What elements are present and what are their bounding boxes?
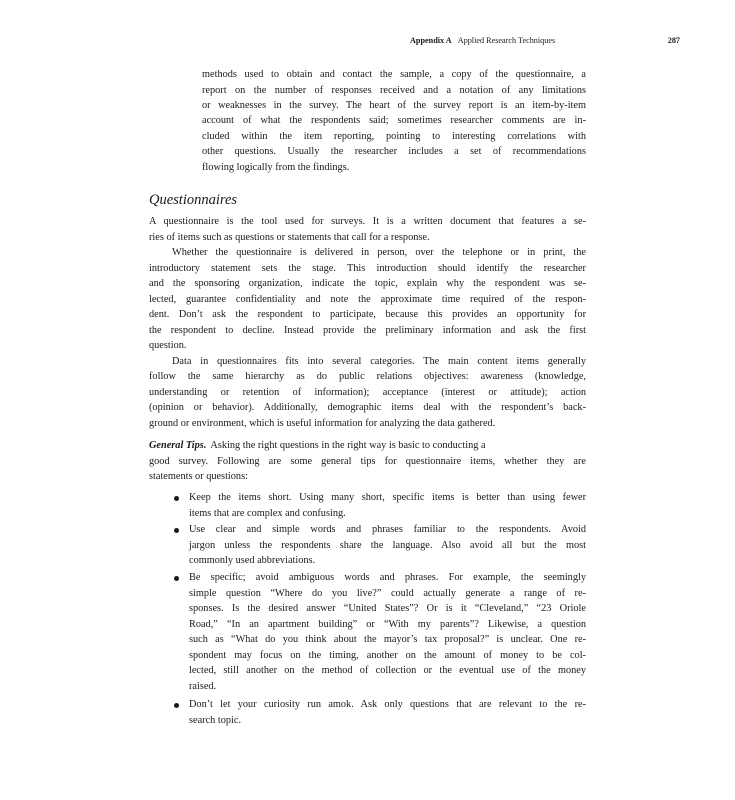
paragraph-line: good survey. Following are some general tips for questionnaire items, whether they are (149, 456, 586, 467)
bullet-marker (174, 496, 179, 501)
paragraph-line: and the sponsoring organization, indicate the topic, explain why the respondent was se- (149, 278, 586, 289)
intro-line: other questions. Usually the researcher includes a set of recommendations (202, 146, 586, 157)
section-heading: Questionnaires (149, 192, 238, 208)
bullet-line: Use clear and simple words and phrases familiar to the respondents. Avoid (189, 524, 586, 535)
general-tips-first-line (149, 439, 586, 453)
bullet-line: sponses. Is the desired answer “United States”? Or is it “Cleveland,” “23 Oriole (189, 603, 586, 614)
bullet-line: Be specific; avoid ambiguous words and phrases. For example, the seemingly (189, 572, 586, 583)
paragraph-line: Data in questionnaires fits into several categories. The main content items generally (172, 356, 586, 367)
bullet-line: items that are complex and confusing. (189, 508, 346, 519)
bullet-line: lected, still another on the method of collection or the eventual use of the money (189, 665, 586, 676)
bullet-line: Don’t let your curiosity run amok. Ask only questions that are relevant to the re- (189, 699, 586, 710)
intro-line: methods used to obtain and contact the sample, a copy of the questionnaire, a (202, 69, 586, 80)
running-head-title: Applied Research Techniques (457, 36, 556, 45)
bullet-marker (174, 528, 179, 533)
running-head (410, 36, 680, 46)
bullet-marker (174, 576, 179, 581)
paragraph-line: dent. Don’t ask the respondent to participate, because this provides an opportunity for (149, 309, 586, 320)
paragraph-line: A questionnaire is the tool used for surveys. It is a written document that features a se- (149, 216, 586, 227)
bullet-line: Keep the items short. Using many short, specific items is better than using fewer (189, 492, 586, 503)
general-tips-label: General Tips. (149, 440, 207, 451)
paragraph-line: follow the same hierarchy as do public relations objectives: awareness (knowledge, (149, 371, 586, 382)
intro-line: or weaknesses in the survey. The heart of the survey report is an item-by-item (202, 100, 586, 111)
intro-line: cluded within the item reporting, pointing to interesting correlations with (202, 131, 586, 142)
bullet-line: simple question “Where do you live?” could actually generate a range of re- (189, 588, 586, 599)
bullet-line: raised. (189, 681, 217, 692)
bullet-line: commonly used abbreviations. (189, 555, 316, 566)
bullet-line: Road,” “In an apartment building” or “With my parents”? Likewise, a question (189, 619, 586, 630)
bullet-line: spondent may focus on the timing, another on the amount of money to be col- (189, 650, 586, 661)
intro-line: flowing logically from the findings. (202, 162, 350, 173)
paragraph-line: understanding or retention of information); acceptance (interest or attitude); action (149, 387, 586, 398)
paragraph-line: lected, guarantee confidentiality and note the approximate time required of the respon- (149, 294, 586, 305)
paragraph-line: question. (149, 340, 187, 351)
paragraph-line: the respondent to decline. Instead provide the preliminary information and ask the first (149, 325, 586, 336)
paragraph-line: introductory statement sets the stage. This introduction should identify the researcher (149, 263, 586, 274)
page-number: 287 (667, 36, 680, 45)
intro-line: report on the number of responses received and a notation of any limitations (202, 85, 586, 96)
running-head-appendix: Appendix A (410, 36, 452, 45)
paragraph-line: ries of items such as questions or statements that call for a response. (149, 232, 430, 243)
general-tips-text: Asking the right questions in the right way is basic to conducting a (210, 440, 486, 451)
bullet-line: jargon unless the respondents share the language. Also avoid all but the most (189, 540, 586, 551)
paragraph-line: Whether the questionnaire is delivered in person, over the telephone or in print, the (172, 247, 586, 258)
paragraph-line: (opinion or behavior). Additionally, demographic items deal with the respondent’s back- (149, 402, 586, 413)
paragraph-line: statements or questions: (149, 471, 248, 482)
intro-line: account of what the respondents said; sometimes researcher comments are in- (202, 115, 586, 126)
bullet-marker (174, 703, 179, 708)
bullet-line: such as “What do you think about the mayor’s tax proposal?” is unclear. One re- (189, 634, 586, 645)
paragraph-line: ground or environment, which is useful information for analyzing the data gathered. (149, 418, 496, 429)
bullet-line: search topic. (189, 715, 242, 726)
